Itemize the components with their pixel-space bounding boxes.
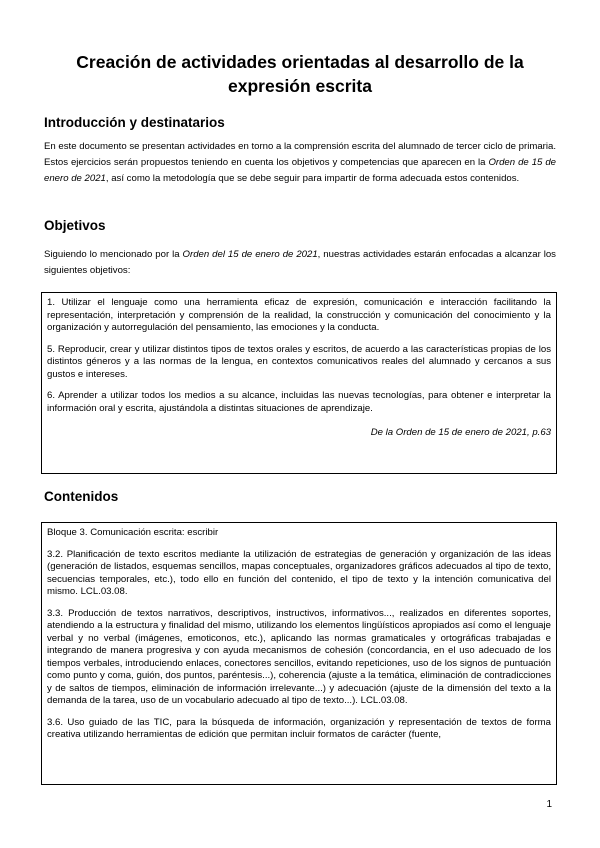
page-number: 1 — [546, 799, 552, 810]
intro-paragraph — [44, 139, 556, 187]
intro-text-2: , así como la metodología que se debe seguir para impartir de forma adecuada estos contenidos. — [105, 173, 520, 184]
objetivos-text-2: , nuestras actividades estarán enfocadas a alcanzar los siguientes objetivos: — [44, 249, 556, 276]
objetivo-item: 6. Aprender a utilizar todos los medios a su alcance, incluidas las nuevas tecnologías, para obtener e interpretar la información oral y escrita, ajustándola a distintas situaciones de aprendizaje. — [47, 390, 551, 414]
objetivos-box — [41, 292, 557, 474]
intro-text-1: En este documento se presentan actividades en torno a la comprensión escrita del alumnado de tercer ciclo de primaria. Estos ejercicios serán propuestos teniendo en cuenta los objetivos y competencias que aparecen en la — [44, 141, 556, 168]
contenidos-heading: Contenidos — [44, 489, 119, 504]
objetivos-paragraph — [44, 247, 556, 279]
objetivo-item: 1. Utilizar el lenguaje como una herramienta eficaz de expresión, comunicación e interacción facilitando la representación, interpretación y comprensión de la realidad, la construcción y comunicación del conocimiento y la organización y autorregulación del pensamiento, las emociones y la conducta. — [47, 297, 551, 333]
intro-heading: Introducción y destinatarios — [44, 115, 225, 130]
objetivos-order-reference: Orden del 15 de enero de 2021 — [182, 249, 318, 260]
objetivos-heading: Objetivos — [44, 218, 106, 233]
objetivos-text-1: Siguiendo lo mencionado por la — [44, 249, 183, 260]
contenido-item: 3.2. Planificación de texto escritos mediante la utilización de estrategias de generación y organización de las ideas (generación de listados, esquemas sencillos, mapas conceptuales, organizadores gráficos adecuados al tipo de texto, secuencias temporales, etc.), todo ello en función del contenido, el tipo de texto y la intención comunicativa del mismo. LCL.03.08. — [47, 548, 551, 597]
objetivos-citation: De la Orden de 15 de enero de 2021, p.63 — [370, 427, 551, 438]
contenido-item: 3.3. Producción de textos narrativos, descriptivos, instructivos, informativos..., realizados en diferentes soportes, atendiendo a la estructura y finalidad del mismo, utilizando los elementos lingüísticos apropiados así como el lenguaje verbal y no verbal (imágenes, emoticonos, etc.), aplicando las normas gramaticales y ortográficas trabajadas e integrando de manera progresiva y con ayuda mecanismos de cohesión (concordancia, en el uso adecuado de los tiempos verbales, introduciendo enlaces, conectores sencillos, evitando repeticiones, uso de los signos de puntuación como punto y coma, guión, dos puntos, paréntesis...), coherencia (ajuste a la temática, eliminación de contradicciones y de saltos de tiempos, eliminación de información irrelevante...) y adecuación (ajuste de la dimensión del texto a la demanda de la tarea, uso de un vocabulario adecuado al tipo de texto...). LCL.03.08. — [47, 607, 551, 706]
bloque-title: Bloque 3. Comunicación escrita: escribir — [47, 527, 219, 538]
document-title: Creación de actividades orientadas al desarrollo de la expresión escrita — [76, 52, 524, 96]
contenido-item: 3.6. Uso guiado de las TIC, para la búsqueda de información, organización y representación de textos de forma creativa utilizando herramientas de edición que permitan incluir formatos de carácter (fuente, — [47, 716, 551, 740]
objetivo-item: 5. Reproducir, crear y utilizar distintos tipos de textos orales y escritos, de acuerdo a las características propias de los distintos géneros y a las normas de la lengua, en contextos comunicativos reales del alumnado y cercanos a sus gustos e intereses. — [47, 343, 551, 380]
contenidos-box — [41, 522, 557, 785]
intro-order-reference: Orden de 15 de enero de 2021 — [44, 157, 556, 184]
